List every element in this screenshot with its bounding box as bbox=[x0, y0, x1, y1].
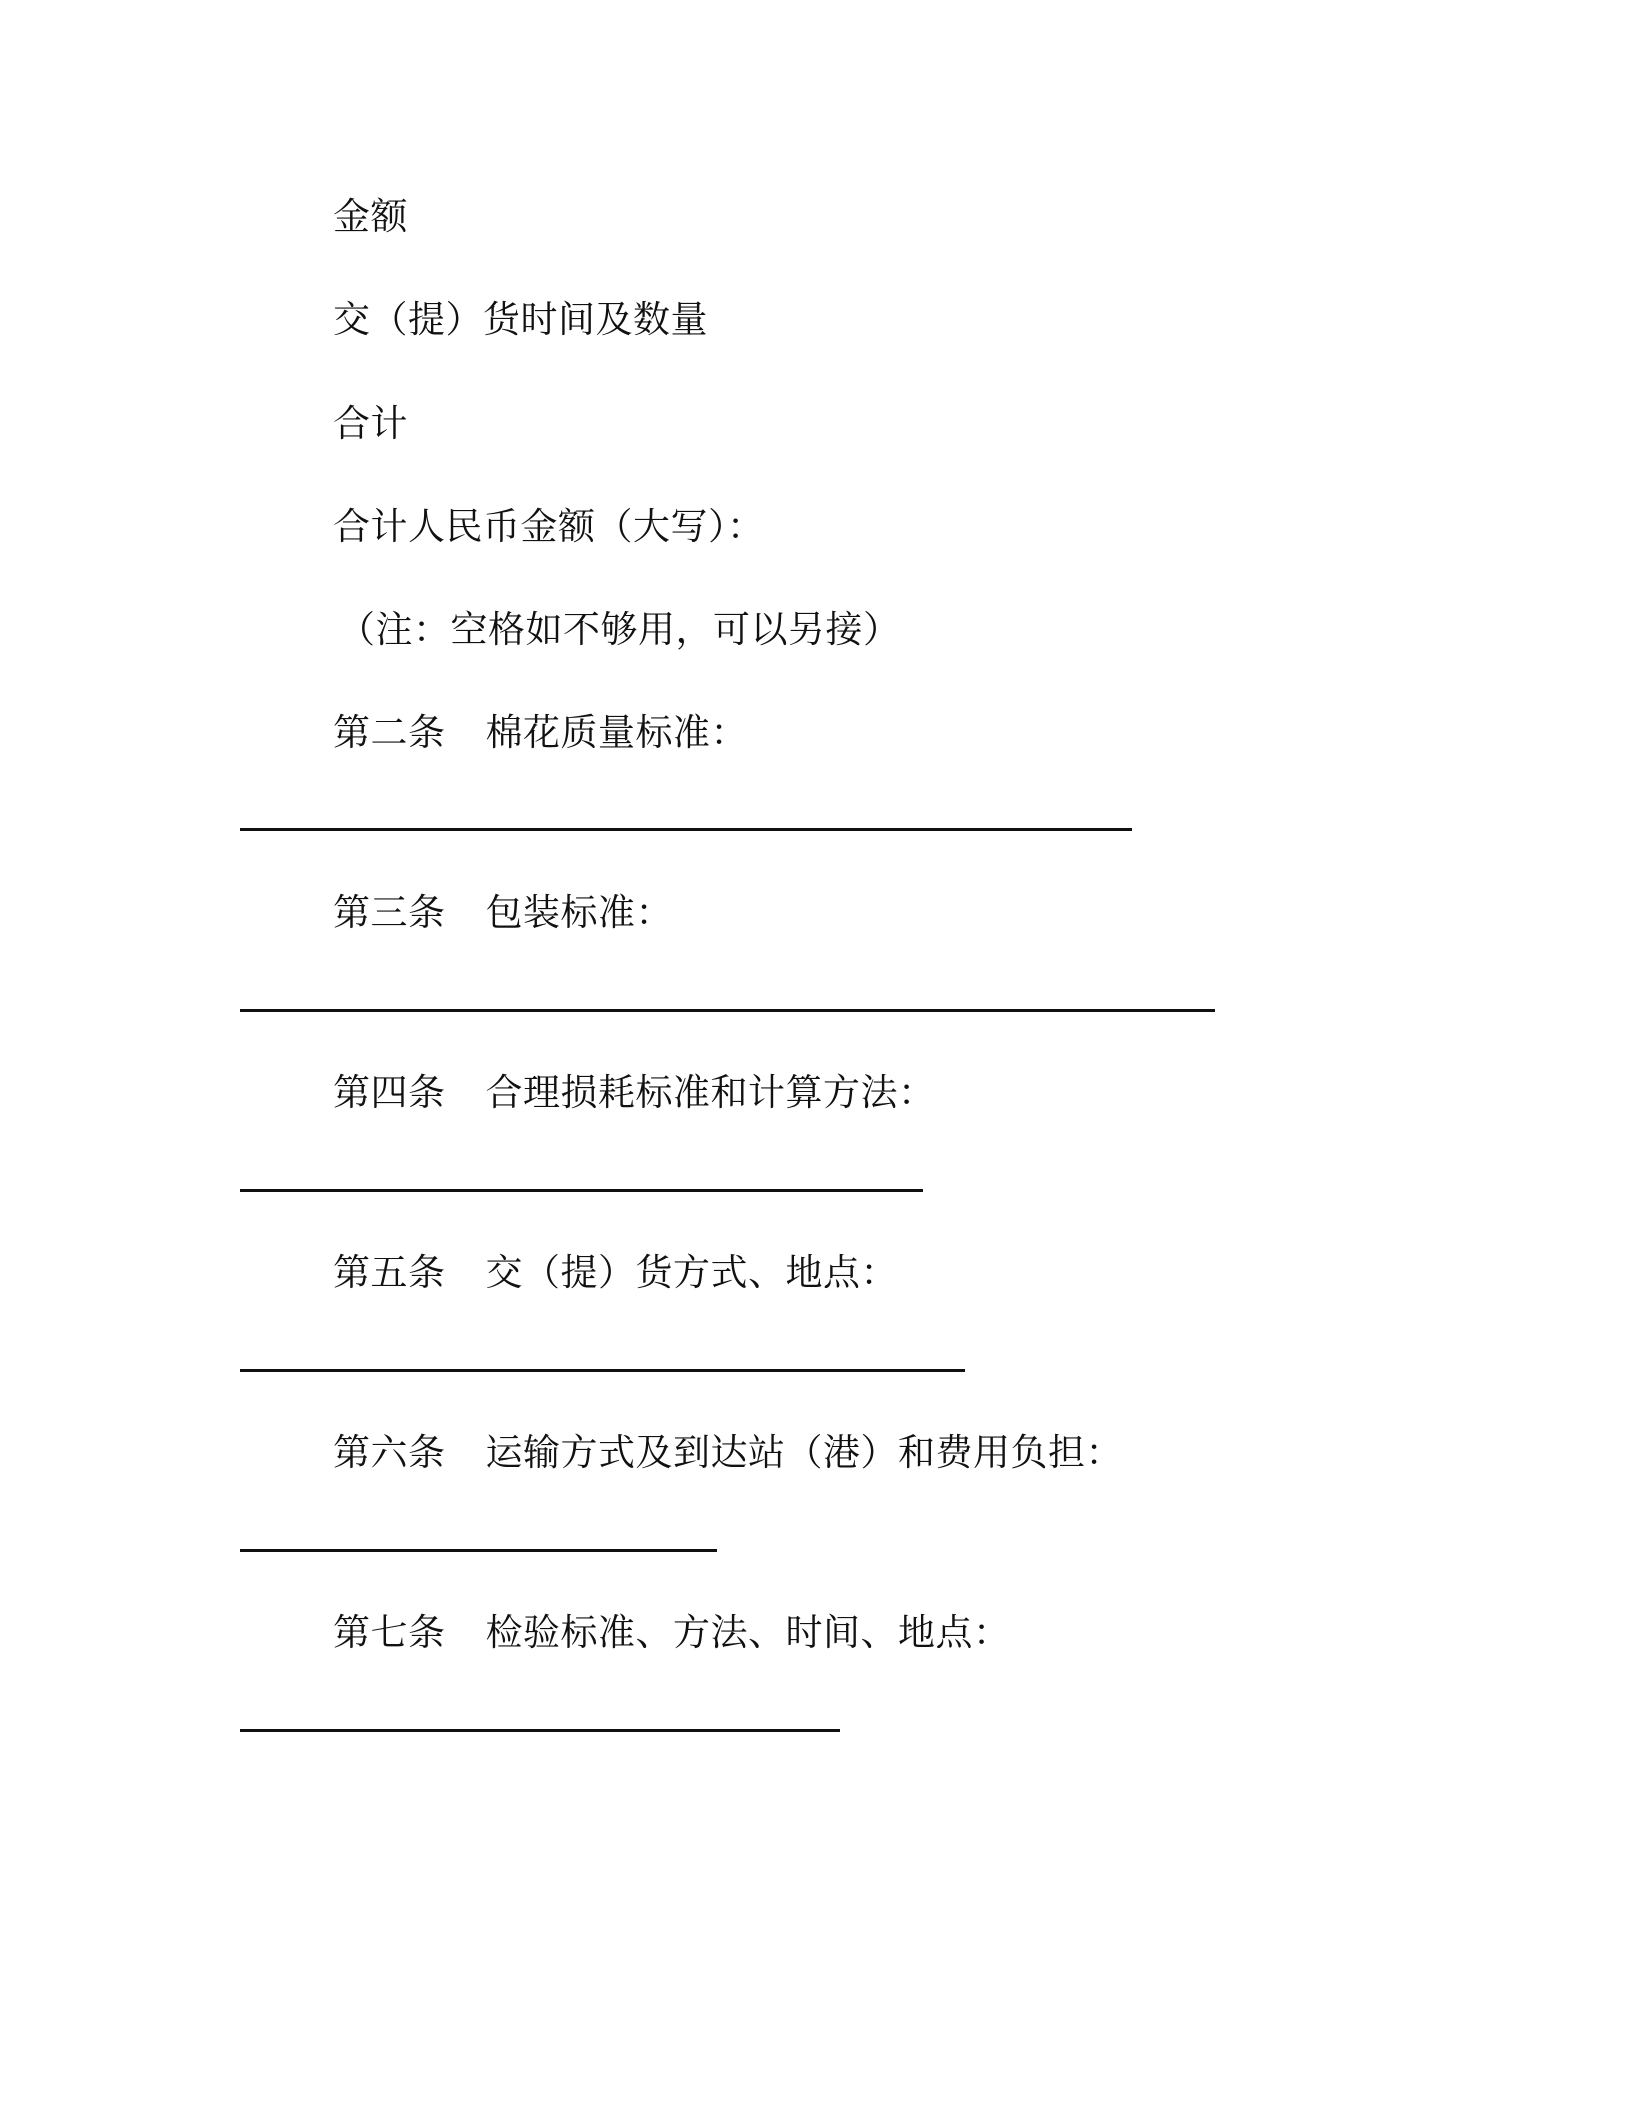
clause-7 bbox=[333, 1609, 1011, 1657]
clause-4-number: 第四条 bbox=[333, 1071, 446, 1114]
clause-3-blank-line bbox=[240, 1009, 1215, 1012]
row-label-delivery-time-quantity: 交（提）货时间及数量 bbox=[333, 298, 708, 341]
clause-2-number: 第二条 bbox=[333, 711, 446, 754]
clause-2 bbox=[333, 709, 748, 757]
clause-7-title: 检验标准、方法、时间、地点： bbox=[485, 1611, 1011, 1654]
clause-2-title: 棉花质量标准： bbox=[485, 711, 748, 754]
clause-6 bbox=[333, 1429, 1123, 1477]
clause-6-number: 第六条 bbox=[333, 1431, 446, 1474]
row-label-amount: 金额 bbox=[333, 195, 408, 238]
clause-5-title: 交（提）货方式、地点： bbox=[485, 1251, 898, 1294]
clause-4-title: 合理损耗标准和计算方法： bbox=[485, 1071, 936, 1114]
clause-5-blank-line bbox=[240, 1369, 965, 1372]
clause-2-blank-line bbox=[240, 828, 1132, 831]
clause-3 bbox=[333, 889, 673, 937]
clause-4-blank-line bbox=[240, 1189, 923, 1192]
row-label-total: 合计 bbox=[333, 402, 408, 445]
clause-5 bbox=[333, 1249, 898, 1297]
total-amount-label: 合计人民币金额（大写）： bbox=[333, 505, 765, 548]
note-text: （注：空格如不够用，可以另接） bbox=[338, 608, 901, 651]
clause-3-number: 第三条 bbox=[333, 891, 446, 934]
clause-6-title: 运输方式及到达站（港）和费用负担： bbox=[485, 1431, 1123, 1474]
clause-7-blank-line bbox=[240, 1729, 840, 1732]
clause-4 bbox=[333, 1069, 936, 1117]
clause-3-title: 包装标准： bbox=[485, 891, 673, 934]
clause-7-number: 第七条 bbox=[333, 1611, 446, 1654]
clause-6-blank-line bbox=[240, 1549, 717, 1552]
clause-5-number: 第五条 bbox=[333, 1251, 446, 1294]
